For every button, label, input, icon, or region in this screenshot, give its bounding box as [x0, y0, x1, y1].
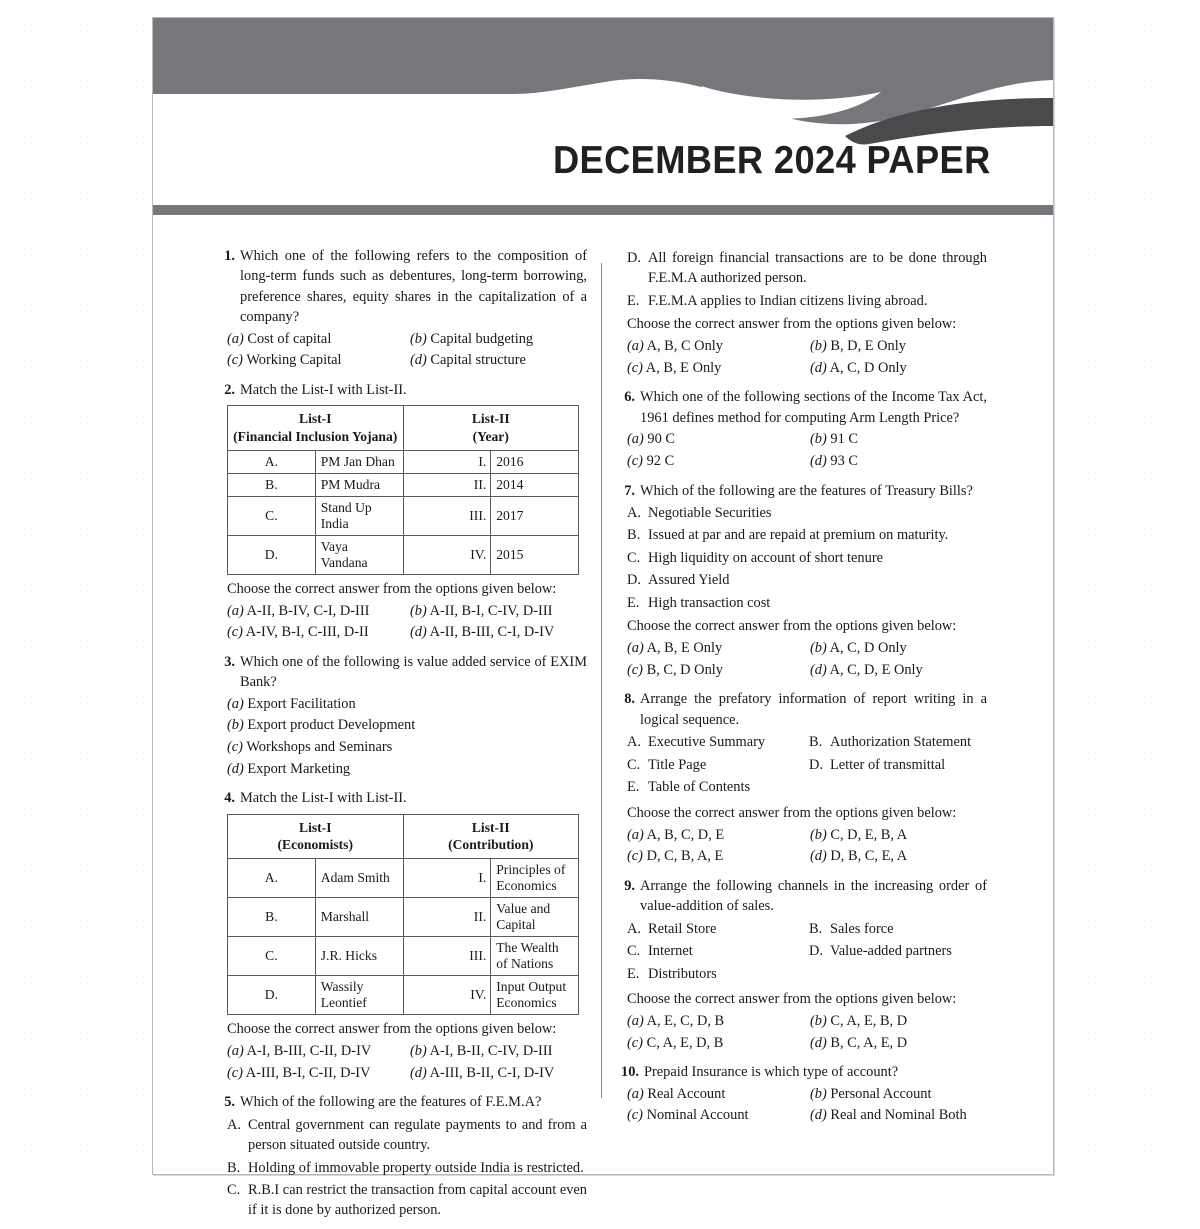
- question-5-continued: [615, 248, 987, 379]
- option-a[interactable]: [627, 638, 804, 660]
- option-label: Capital structure: [430, 352, 526, 369]
- statement-key: E.: [627, 965, 640, 982]
- statement-key: E.: [627, 594, 640, 611]
- row-right-value: Input Output Economics: [491, 976, 579, 1015]
- row-key: A.: [228, 450, 316, 473]
- question-text: Which one of the following sections of the Income Tax Act, 1961 defines method for computing Arm Length Price?: [640, 389, 987, 426]
- choose-instruction: Choose the correct answer from the options given below:: [627, 618, 957, 635]
- question-2: [215, 380, 587, 644]
- row-left-value: PM Jan Dhan: [315, 450, 403, 473]
- statement-text: Sales force: [830, 920, 894, 937]
- option-letter: (c): [227, 624, 243, 641]
- option-d[interactable]: [810, 846, 987, 868]
- question-3: [215, 652, 587, 780]
- option-label: Real and Nominal Both: [830, 1107, 967, 1124]
- question-text: Prepaid Insurance is which type of account?: [644, 1064, 899, 1081]
- option-letter: (a): [627, 1085, 644, 1102]
- options-grid: [615, 1084, 987, 1127]
- question-number: 5.: [224, 1094, 235, 1111]
- option-a[interactable]: [627, 1084, 804, 1106]
- option-label: Export Facilitation: [247, 695, 356, 712]
- option-a[interactable]: [227, 694, 587, 716]
- row-roman: IV.: [403, 976, 491, 1015]
- statement-text: Title Page: [648, 756, 707, 773]
- option-a[interactable]: [627, 429, 804, 451]
- table-row: [228, 496, 579, 535]
- row-key: C.: [228, 937, 316, 976]
- row-key: A.: [228, 859, 316, 898]
- option-letter: (b): [410, 1042, 427, 1059]
- statement-key: E.: [627, 779, 640, 796]
- question-text: Arrange the following channels in the increasing order of value-addition of sales.: [640, 877, 987, 915]
- table-header-right: [403, 814, 579, 858]
- header-bottom-rule: [153, 205, 1053, 215]
- statement-text: Executive Summary: [648, 734, 766, 751]
- option-b[interactable]: [410, 1041, 587, 1063]
- option-letter: (d): [810, 359, 827, 376]
- match-table-economists: [227, 814, 579, 1015]
- option-c[interactable]: [627, 846, 804, 868]
- option-letter: (c): [627, 1034, 643, 1051]
- option-letter: (d): [410, 624, 427, 641]
- statement-text: Table of Contents: [648, 779, 751, 796]
- option-b[interactable]: [410, 601, 587, 623]
- option-label: A, C, D Only: [829, 359, 907, 376]
- table-header-right: [403, 406, 579, 450]
- statement-key: B.: [809, 920, 823, 937]
- choose-instruction: Choose the correct answer from the options given below:: [627, 316, 957, 333]
- option-letter: (a): [627, 640, 644, 657]
- table-header-row: [228, 814, 579, 858]
- statement-list: [615, 503, 987, 613]
- question-text: Which one of the following refers to the composition of long-term funds such as debentures, long-term borrowing, preference shares, equity shares in the capitalization of a company?: [240, 248, 587, 326]
- option-label: A, C, D, E Only: [829, 661, 923, 678]
- question-number: 3.: [224, 653, 235, 670]
- option-letter: (b): [810, 338, 827, 355]
- option-c[interactable]: [227, 1063, 404, 1085]
- option-label: A, B, C Only: [646, 338, 723, 355]
- question-7: [615, 481, 987, 682]
- option-label: B, D, E Only: [830, 338, 906, 355]
- option-letter: (d): [810, 1107, 827, 1124]
- question-number: 8.: [624, 691, 635, 708]
- option-label: A-I, B-II, C-IV, D-III: [429, 1042, 553, 1059]
- statement-item: [627, 919, 805, 939]
- option-letter: (b): [810, 1012, 827, 1029]
- row-right-value: The Wealth of Nations: [491, 937, 579, 976]
- option-c[interactable]: [227, 350, 404, 372]
- option-d[interactable]: [810, 358, 987, 380]
- option-label: Personal Account: [830, 1085, 932, 1102]
- option-letter: (c): [627, 661, 643, 678]
- option-letter: (b): [810, 640, 827, 657]
- options-grid: [215, 329, 587, 372]
- statement-item: [615, 525, 987, 545]
- row-key: D.: [228, 535, 316, 574]
- statement-item: [215, 1158, 587, 1178]
- question-6: [615, 387, 987, 472]
- row-roman: II.: [403, 473, 491, 496]
- statement-key: C.: [627, 756, 641, 773]
- option-label: Export product Development: [247, 717, 416, 734]
- header-line-2: (Financial Inclusion Yojana): [233, 429, 398, 445]
- row-left-value: Stand Up India: [315, 496, 403, 535]
- option-label: Real Account: [647, 1085, 726, 1102]
- option-label: A-III, B-II, C-I, D-IV: [429, 1064, 555, 1081]
- question-text: Match the List-I with List-II.: [240, 790, 407, 807]
- options-grid: [615, 336, 987, 379]
- option-letter: (c): [627, 1107, 643, 1124]
- option-letter: (d): [810, 848, 827, 865]
- option-label: C, A, E, B, D: [830, 1012, 908, 1029]
- option-label: Working Capital: [246, 352, 342, 369]
- row-key: B.: [228, 473, 316, 496]
- option-a[interactable]: [227, 601, 404, 623]
- option-label: A, B, E Only: [646, 640, 723, 657]
- option-d[interactable]: [810, 660, 987, 682]
- option-label: A, B, E Only: [645, 359, 722, 376]
- choose-instruction: Choose the correct answer from the options given below:: [227, 580, 557, 597]
- question-8: [615, 689, 987, 867]
- table-row: [228, 859, 579, 898]
- options-grid: [615, 429, 987, 472]
- row-left-value: Wassily Leontief: [315, 976, 403, 1015]
- option-a[interactable]: [227, 329, 404, 351]
- option-letter: (a): [627, 1012, 644, 1029]
- statement-key: A.: [227, 1116, 241, 1133]
- option-c[interactable]: [227, 622, 404, 644]
- question-10: [615, 1062, 987, 1127]
- table-header-row: [228, 406, 579, 450]
- question-5: [215, 1092, 587, 1221]
- option-letter: (b): [810, 431, 827, 448]
- row-key: D.: [228, 976, 316, 1015]
- option-label: Capital budgeting: [430, 330, 534, 347]
- statement-list: [215, 1115, 587, 1221]
- question-text: Match the List-I with List-II.: [240, 382, 407, 399]
- statement-item: [215, 1180, 587, 1221]
- statement-key: B.: [809, 734, 823, 751]
- option-label: B, C, A, E, D: [830, 1034, 908, 1051]
- statement-text: Letter of transmittal: [830, 756, 946, 773]
- option-b[interactable]: [810, 1011, 987, 1033]
- statement-grid: [615, 732, 987, 799]
- option-letter: (c): [227, 739, 243, 756]
- statement-text: Issued at par and are repaid at premium on maturity.: [648, 527, 949, 544]
- option-b[interactable]: [810, 638, 987, 660]
- option-letter: (b): [410, 602, 427, 619]
- option-letter: (a): [627, 826, 644, 843]
- option-c[interactable]: [627, 358, 804, 380]
- option-b[interactable]: [810, 336, 987, 358]
- statement-item: [809, 941, 987, 961]
- option-letter: (c): [627, 848, 643, 865]
- choose-instruction: Choose the correct answer from the options given below:: [627, 804, 957, 821]
- options-grid: [615, 638, 987, 681]
- option-d[interactable]: [810, 451, 987, 473]
- option-a[interactable]: [227, 1041, 404, 1063]
- option-d[interactable]: [227, 759, 587, 781]
- statement-key: D.: [809, 756, 823, 773]
- header-line-1: List-I: [299, 819, 332, 835]
- options-grid: [615, 1011, 987, 1054]
- statement-key: D.: [809, 943, 823, 960]
- option-label: A-II, B-III, C-I, D-IV: [429, 624, 555, 641]
- statement-text: High liquidity on account of short tenure: [648, 549, 884, 566]
- option-d[interactable]: [410, 622, 587, 644]
- statement-text: Holding of immovable property outside India is restricted.: [248, 1159, 584, 1176]
- statement-item: [627, 777, 805, 797]
- option-letter: (c): [227, 1064, 243, 1081]
- row-right-value: Value and Capital: [491, 898, 579, 937]
- option-label: A-IV, B-I, C-III, D-II: [245, 624, 369, 641]
- table-row: [228, 535, 579, 574]
- option-c[interactable]: [627, 660, 804, 682]
- statement-item: [615, 248, 987, 289]
- statement-key: C.: [227, 1181, 241, 1198]
- statement-key: D.: [627, 572, 641, 589]
- row-roman: I.: [403, 859, 491, 898]
- option-label: Nominal Account: [646, 1107, 749, 1124]
- statement-item: [215, 1115, 587, 1156]
- question-number: 6.: [624, 389, 635, 406]
- statement-text: Central government can regulate payments to and from a person situated outside country.: [248, 1116, 587, 1154]
- option-label: A-II, B-I, C-IV, D-III: [429, 602, 553, 619]
- row-roman: II.: [403, 898, 491, 937]
- option-letter: (a): [227, 695, 244, 712]
- table-row: [228, 898, 579, 937]
- options-grid: [215, 601, 587, 644]
- statement-key: D.: [627, 250, 641, 266]
- option-d[interactable]: [810, 1105, 987, 1127]
- question-number: 2.: [224, 382, 235, 399]
- option-label: B, C, D Only: [646, 661, 723, 678]
- question-text: Which of the following are the features of Treasury Bills?: [640, 482, 973, 499]
- question-number: 1.: [224, 248, 235, 264]
- header-line-1: List-II: [471, 411, 510, 427]
- row-right-value: 2015: [491, 535, 579, 574]
- options-grid: [615, 825, 987, 868]
- option-d[interactable]: [410, 1063, 587, 1085]
- option-letter: (c): [627, 452, 643, 469]
- statement-item: [627, 732, 805, 752]
- table-header-left: [228, 406, 404, 450]
- question-9: [615, 876, 987, 1054]
- statement-text: Assured Yield: [648, 572, 730, 589]
- option-letter: (c): [227, 352, 243, 369]
- statement-text: Value-added partners: [830, 943, 952, 960]
- option-letter: (d): [227, 760, 244, 777]
- row-key: B.: [228, 898, 316, 937]
- option-label: D, B, C, E, A: [830, 848, 908, 865]
- row-right-value: 2017: [491, 496, 579, 535]
- statement-key: A.: [627, 734, 641, 751]
- header-line-2: (Economists): [277, 837, 354, 853]
- table-row: [228, 473, 579, 496]
- statement-text: High transaction cost: [648, 594, 771, 611]
- row-left-value: Adam Smith: [315, 859, 403, 898]
- option-label: A-II, B-IV, C-I, D-III: [246, 602, 370, 619]
- row-left-value: J.R. Hicks: [315, 937, 403, 976]
- page-title: DECEMBER 2024 PAPER: [553, 139, 991, 182]
- statement-item: [627, 755, 805, 775]
- option-letter: (b): [810, 1085, 827, 1102]
- question-number: 10.: [621, 1064, 639, 1081]
- option-b[interactable]: [410, 329, 587, 351]
- question-number: 4.: [224, 790, 235, 807]
- statement-item: [809, 732, 987, 752]
- statement-text: Internet: [648, 943, 693, 960]
- row-roman: III.: [403, 496, 491, 535]
- question-number: 9.: [624, 877, 635, 894]
- header-line-2: (Year): [472, 429, 509, 445]
- statement-item: [809, 919, 987, 939]
- statement-text: Authorization Statement: [830, 734, 972, 751]
- options-stacked: [215, 694, 587, 780]
- header-line-2: (Contribution): [448, 837, 534, 853]
- option-b[interactable]: [227, 715, 587, 737]
- question-number: 7.: [624, 482, 635, 499]
- statement-text: Retail Store: [648, 920, 717, 937]
- option-label: 93 C: [830, 452, 858, 469]
- table-row: [228, 937, 579, 976]
- option-label: 92 C: [646, 452, 675, 469]
- option-label: A, C, D Only: [829, 640, 907, 657]
- option-label: A, E, C, D, B: [646, 1012, 725, 1029]
- statement-key: E.: [627, 292, 640, 309]
- option-letter: (d): [810, 661, 827, 678]
- option-label: A-I, B-III, C-II, D-IV: [246, 1042, 372, 1059]
- row-right-value: 2014: [491, 473, 579, 496]
- option-letter: (b): [410, 330, 427, 347]
- choose-instruction: Choose the correct answer from the options given below:: [227, 1021, 557, 1038]
- row-left-value: Marshall: [315, 898, 403, 937]
- left-column: [215, 246, 587, 1229]
- row-left-value: Vaya Vandana: [315, 535, 403, 574]
- row-roman: I.: [403, 450, 491, 473]
- page-header: [153, 18, 1053, 198]
- header-line-1: List-I: [299, 411, 332, 427]
- header-line-1: List-II: [471, 819, 510, 835]
- option-letter: (c): [627, 359, 643, 376]
- statement-item: [615, 593, 987, 613]
- statement-text: F.E.M.A applies to Indian citizens living abroad.: [648, 292, 928, 309]
- option-label: C, D, E, B, A: [830, 826, 908, 843]
- statement-item: [615, 548, 987, 568]
- option-c[interactable]: [627, 1033, 804, 1055]
- option-label: D, C, B, A, E: [646, 848, 724, 865]
- option-b[interactable]: [810, 1084, 987, 1106]
- option-label: Export Marketing: [247, 760, 351, 777]
- row-right-value: 2016: [491, 450, 579, 473]
- row-key: C.: [228, 496, 316, 535]
- option-a[interactable]: [627, 1011, 804, 1033]
- option-c[interactable]: [627, 1105, 804, 1127]
- statement-text: All foreign financial transactions are to be done through F.E.M.A authorized person.: [648, 250, 987, 287]
- statement-list: [615, 248, 987, 311]
- table-row: [228, 450, 579, 473]
- choose-instruction: Choose the correct answer from the options given below:: [627, 991, 957, 1008]
- option-letter: (d): [810, 452, 827, 469]
- statement-item: [615, 503, 987, 523]
- option-label: Cost of capital: [247, 330, 332, 347]
- statement-item: [615, 570, 987, 590]
- option-c[interactable]: [627, 451, 804, 473]
- option-letter: (a): [227, 602, 244, 619]
- statement-item: [809, 755, 987, 775]
- option-letter: (a): [227, 330, 244, 347]
- statement-key: A.: [627, 505, 641, 522]
- option-letter: (a): [627, 338, 644, 355]
- option-label: 91 C: [830, 431, 858, 448]
- paper-sheet: [152, 17, 1054, 1219]
- option-letter: (a): [627, 431, 644, 448]
- column-divider: [601, 263, 602, 1098]
- statement-grid: [615, 919, 987, 986]
- row-roman: III.: [403, 937, 491, 976]
- option-label: A-III, B-I, C-II, D-IV: [245, 1064, 371, 1081]
- row-roman: IV.: [403, 535, 491, 574]
- match-table-financial-inclusion: [227, 405, 579, 574]
- statement-key: C.: [627, 549, 641, 566]
- option-label: C, A, E, D, B: [646, 1034, 724, 1051]
- option-label: Workshops and Seminars: [246, 739, 393, 756]
- option-letter: (d): [410, 352, 427, 369]
- options-grid: [215, 1041, 587, 1084]
- option-letter: (d): [810, 1034, 827, 1051]
- statement-item: [627, 964, 805, 984]
- question-text: Which one of the following is value added service of EXIM Bank?: [240, 653, 587, 691]
- statement-item: [627, 941, 805, 961]
- option-d[interactable]: [410, 350, 587, 372]
- statement-item: [615, 291, 987, 311]
- statement-key: A.: [627, 920, 641, 937]
- table-header-left: [228, 814, 404, 858]
- option-d[interactable]: [810, 1033, 987, 1055]
- option-letter: (d): [410, 1064, 427, 1081]
- question-text: Which of the following are the features of F.E.M.A?: [240, 1094, 542, 1111]
- question-text: Arrange the prefatory information of report writing in a logical sequence.: [640, 691, 987, 728]
- option-letter: (b): [227, 717, 244, 734]
- option-letter: (a): [227, 1042, 244, 1059]
- header-wave-band: [153, 18, 1053, 124]
- table-row: [228, 976, 579, 1015]
- option-label: 90 C: [647, 431, 675, 448]
- option-c[interactable]: [227, 737, 587, 759]
- option-letter: (b): [810, 826, 827, 843]
- right-column: [615, 246, 987, 1135]
- statement-key: C.: [627, 943, 641, 960]
- question-1: [215, 246, 587, 372]
- option-b[interactable]: [810, 429, 987, 451]
- row-left-value: PM Mudra: [315, 473, 403, 496]
- statement-key: B.: [627, 527, 641, 544]
- question-4: [215, 788, 587, 1084]
- option-a[interactable]: [627, 825, 804, 847]
- question-paper-body: [153, 246, 1053, 1219]
- option-label: A, B, C, D, E: [646, 826, 725, 843]
- statement-text: Negotiable Securities: [648, 505, 772, 522]
- row-right-value: Principles of Economics: [491, 859, 579, 898]
- statement-text: R.B.I can restrict the transaction from capital account even if it is done by authorized person.: [248, 1181, 587, 1219]
- option-b[interactable]: [810, 825, 987, 847]
- option-a[interactable]: [627, 336, 804, 358]
- statement-key: B.: [227, 1159, 241, 1176]
- statement-text: Distributors: [648, 965, 717, 982]
